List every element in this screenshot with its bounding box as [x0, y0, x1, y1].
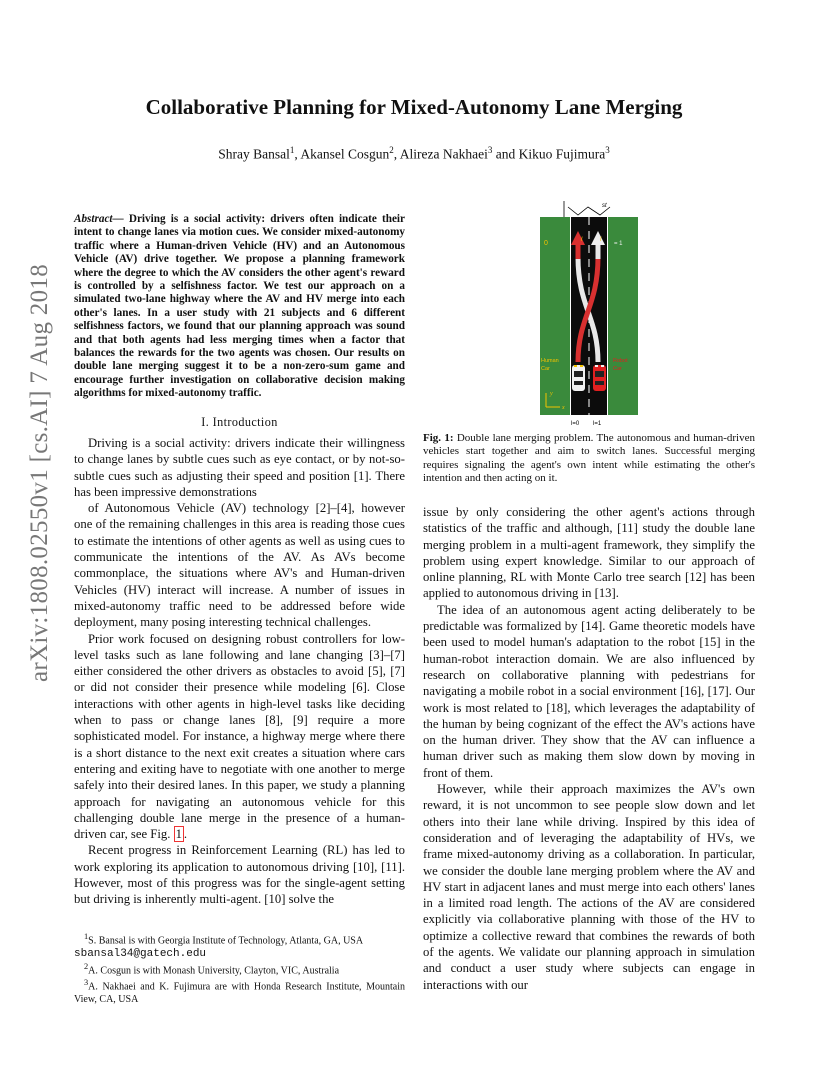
- section-heading-introduction: I. Introduction: [201, 415, 278, 429]
- goal-human-label: l: [581, 237, 583, 243]
- y-axis-label: y: [550, 391, 553, 397]
- affiliation-mark: 1: [289, 145, 295, 155]
- figure-top-label: st: [602, 203, 607, 209]
- robot-car-label: Robot: [613, 358, 628, 364]
- human-car-label-2: Car: [541, 366, 550, 372]
- affiliation-mark: 2: [389, 145, 394, 155]
- lane-label-1: l=1: [593, 421, 602, 427]
- left-column: [74, 435, 405, 908]
- footnote-mark: 3: [84, 978, 89, 988]
- footnotes: [74, 931, 405, 1007]
- author-name: Akansel Cosgun: [300, 146, 390, 162]
- paragraph: issue by only considering the other agent's actions through statistics of the traffic and although, [11] study the double lane merging problem in a multi-agent framework, they simplify the problem using expert knowledge. Similar to our approach of online planning, RL with Monte Carlo tree search [12] has been applied to autonomous driving in [13].: [423, 505, 755, 601]
- x-axis-label: x: [562, 405, 565, 411]
- footnote: [74, 961, 405, 978]
- robot-car-icon: [593, 365, 606, 391]
- human-car-label: Human: [541, 358, 559, 364]
- goal-human-value: 0: [544, 240, 548, 247]
- paragraph: However, while their approach maximizes the AV's own reward, it is not uncommon to see people slow down and let others into their lane while driving. Inspired by this idea of consideration and of leveraging the adaptability of HVs, we frame mixed-autonomy driving as a collaboration. In particular, we consider the double lane merging problem where the AV and HV start in adjacent lanes and must merge into each others' lanes in a limited road length. The actions of the AV are considered explicitly via collaborative planning with those of the HV to optimize a collective reward that combines the rewards of both of the agents. We validate our planning approach in simulation and conduct a user study where subjects can engage in interactions with our: [423, 782, 755, 992]
- footnote-text: A. Nakhaei and K. Fujimura are with Honda Research Institute, Mountain View, CA, USA: [74, 981, 405, 1006]
- footnote-text: S. Bansal is with Georgia Institute of Technology, Atlanta, GA, USA: [88, 935, 364, 947]
- paragraph: Recent progress in Reinforcement Learning (RL) has led to work exploring its application to autonomous driving [10], [11]. However, most of this progress was for the single-agent setting but driving is inherently multi-agent. [10] solve the: [74, 843, 405, 907]
- goal-robot-value: = 1: [614, 241, 623, 247]
- paragraph: Driving is a social activity: drivers indicate their willingness to change lanes by subtle cues such as eye contact, or by not-so-subtle cues such as adjusting their speed and position [1]. There has been impressive demonstrations: [74, 436, 405, 499]
- footnote: [74, 977, 405, 1007]
- author-name: Alireza Nakhaei: [399, 146, 488, 162]
- paper-title: Collaborative Planning for Mixed-Autonomy Lane Merging: [145, 95, 683, 119]
- lane-label-0: l=0: [571, 421, 580, 427]
- figure-reference-link[interactable]: 1: [175, 827, 182, 842]
- caption-text: Double lane merging problem. The autonomous and human-driven vehicles start together and aim to switch lanes. Successful merging requires signaling the agent's own intent while estimating the other's intention and then acting on it.: [423, 432, 755, 485]
- footnote: [74, 931, 405, 948]
- paragraph-text: Prior work focused on designing robust controllers for low-level tasks such as lane following and lane changing [3]–[7] either considered the other drivers as obstacles to avoid [5], [7] or did not consider their presence while modeling [6]. Close interactions with other agents in high-level tasks like deciding when to pass or change lanes [8], [9] require a more sophisticated model. For instance, a highway merge where there is a short distance to the next exit creates a situation where cars entering and exiting have to negotiate with one another to merge safely into their desired lanes. In this paper, we study a planning approach for navigating an autonomous vehicle for this challenging double lane merge in the presence of a human-driven car, see Fig.: [74, 631, 405, 842]
- paragraph: of Autonomous Vehicle (AV) technology [2]–[4], however one of the remaining challenges in this area is reading those cues to estimate the intentions of other agents as well as using cues to communicate the intentions of the AV. As AVs become commonplace, the situations where AV's and Human-driven Vehicles (HV) interact will increase. A number of issues in mixed-autonomy traffic need to be addressed before wide deployment, many posing interesting technical challenges.: [74, 501, 405, 630]
- author-and: and: [492, 146, 519, 162]
- abstract-text: Driving is a social activity: drivers often indicate their intent to change lanes via motion cues. We consider mixed-autonomy traffic where a Human-driven Vehicle (HV) and an Autonomous Vehicle (AV) drive together. We propose a planning framework where the degree to which the AV considers the other agent's reward is controlled by a selfishness factor. We test our approach on a simulated two-lane highway where the AV and HV merge into each other's lanes. In a user study with 21 subjects and 6 different selfishness factors, we found that our planning approach was sound and that both agents had less merging times when a factor that balances the rewards for the two agents was chosen. Our results on double lane merging suggest it to be a non-zero-sum game and encourage further investigation on collaborative decision making algorithms for mixed-autonomy traffic.: [74, 213, 405, 400]
- author-name: Shray Bansal: [218, 146, 290, 162]
- affiliation-mark: 3: [605, 145, 610, 155]
- footnote-mark: 1: [84, 932, 89, 941]
- footnote-email: sbansal34@gatech.edu: [74, 947, 207, 960]
- footnote-text: A. Cosgun is with Monash University, Clayton, VIC, Australia: [88, 964, 340, 976]
- affiliation-mark: 3: [487, 145, 493, 155]
- paragraph: The idea of an autonomous agent acting deliberately to be predictable was formalized by [14]. Game theoretic models have been used to model human's adaptation to the robot [15] in the human-robot interaction domain. We are also influenced by research on collaborative planning with pedestrians for navigating a mobile robot in a social environment [16], [17]. Our work is most related to [18], which leverages the adaptability of the human by being cognizant of the effect the AV's actions have on the human driver. They show that the AV can influence a human driver such as making them slow down by moving in front of them.: [423, 602, 755, 780]
- paragraph-end: .: [183, 827, 188, 842]
- robot-car-label-2: Car: [613, 366, 622, 372]
- footnote-mark: 2: [84, 961, 89, 971]
- goal-robot-label: l: [600, 237, 602, 243]
- arxiv-identifier: arXiv:1808.02550v1 [cs.AI] 7 Aug 2018: [26, 264, 53, 682]
- author-separator: ,: [294, 146, 301, 162]
- human-car-icon: [572, 365, 585, 391]
- figure-caption: [423, 432, 755, 486]
- author-name: Kikuo Fujimura: [518, 146, 606, 162]
- abstract-lead: Abstract—: [74, 213, 124, 225]
- paragraph: [74, 631, 405, 843]
- lane-merge-figure: [538, 197, 640, 430]
- right-column: [423, 504, 755, 993]
- abstract: [74, 213, 405, 401]
- caption-label: Fig. 1:: [423, 432, 454, 444]
- author-list: [0, 145, 828, 163]
- author-separator: ,: [393, 146, 400, 162]
